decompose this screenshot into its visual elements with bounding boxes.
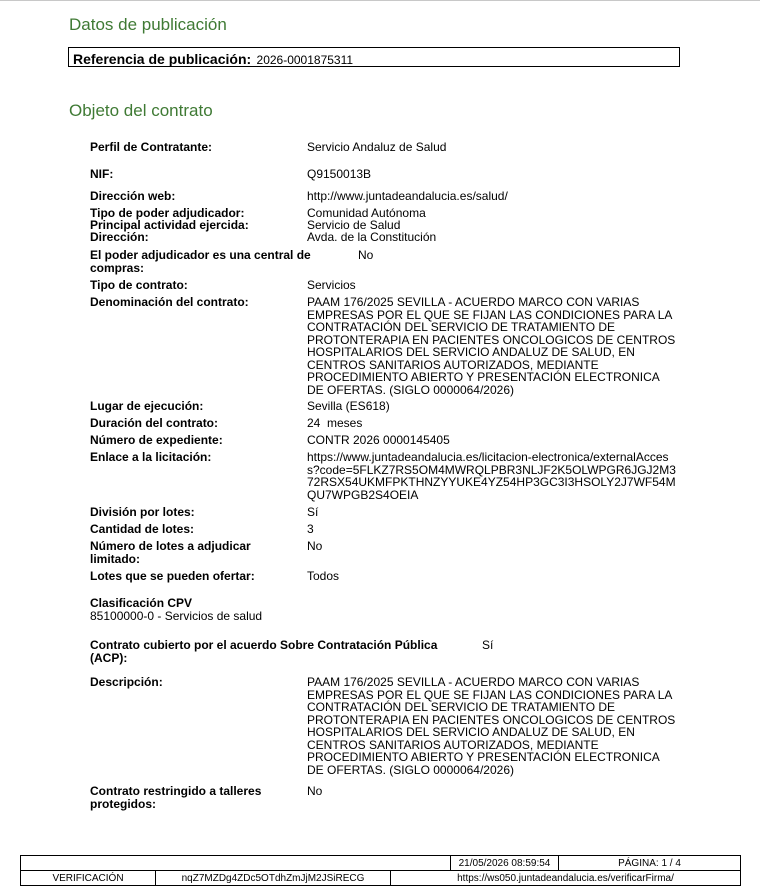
footer-fecha: 21/05/2026 08:59:54 [451, 856, 559, 871]
field-label: Lugar de ejecución: [90, 399, 204, 413]
field-label: Dirección web: [90, 189, 176, 203]
field-label: Número de lotes a adjudicar limitado: [90, 539, 251, 566]
field-label: Perfil de Contratante: [90, 140, 213, 154]
signature-footer [20, 855, 740, 886]
footer-verificacion-label: VERIFICACIÓN [21, 871, 156, 886]
footer-pagina: PÁGINA: 1 / 4 [559, 856, 741, 871]
field-value: Comunidad Autónoma [307, 206, 426, 220]
field-value: Sevilla (ES618) [307, 399, 390, 413]
field-value: Avda. de la Constitución [307, 230, 437, 244]
referencia-value: 2026-0001875311 [256, 53, 354, 67]
field-value: CONTR 2026 0000145405 [307, 433, 450, 447]
footer-verificar-url[interactable]: https://ws050.juntadeandalucia.es/verificarFirma/ [391, 871, 741, 886]
field-label: Tipo de poder adjudicador: [90, 206, 245, 220]
referencia-publicacion-box [68, 47, 680, 67]
field-label: Denominación del contrato: [90, 295, 249, 309]
field-value: Q9150013B [307, 167, 372, 181]
field-value: Servicios [307, 278, 356, 292]
field-label: NIF: [90, 167, 114, 181]
field-label: Contrato cubierto por el acuerdo Sobre Contratación Pública (ACP): [90, 638, 438, 665]
field-value: 3 [307, 522, 314, 536]
referencia-label: Referencia de publicación: [73, 51, 252, 67]
section-title-objeto-contrato: Objeto del contrato [69, 101, 213, 120]
field-value: No [307, 784, 323, 798]
field-label: Clasificación CPV [90, 596, 193, 610]
field-value: http://www.juntadeandalucia.es/salud/ [307, 189, 508, 203]
field-label: El poder adjudicador es una central de compras: [90, 248, 311, 275]
field-label: Dirección: [90, 230, 149, 244]
field-value: 85100000-0 - Servicios de salud [90, 608, 263, 623]
field-label: Tipo de contrato: [90, 278, 188, 292]
field-value: Servicio Andaluz de Salud [307, 140, 447, 154]
field-label: Cantidad de lotes: [90, 522, 195, 536]
field-value: PAAM 176/2025 SEVILLA - ACUERDO MARCO CON VARIAS EMPRESAS POR EL QUE SE FIJAN LAS CONDICIONES PARA LA CONTRATACIÓN DEL SERVICIO DE TRATAMIENTO DE PROTONTERAPIA EN PACIENTES ONCOLOGICOS DE CENTROS HOSPITALARIOS DEL SERVICIO ANDALUZ DE SALUD, EN CENTROS SANITARIOS AUTORIZADOS, MEDIANTE PROCEDIMIENTO ABIERTO Y PRESENTACIÓN ELECTRONICA DE OFERTAS. (SIGLO 0000064/2026) [307, 675, 676, 777]
field-value: Sí [482, 638, 494, 652]
field-label: Contrato restringido a talleres protegidos: [90, 784, 262, 811]
field-value: Sí [307, 505, 319, 519]
field-value: Servicio de Salud [307, 218, 401, 232]
field-label: Enlace a la licitación: [90, 450, 212, 464]
field-label: Principal actividad ejercida: [90, 218, 249, 232]
top-rule [0, 0, 760, 1]
section-title-datos-publicacion: Datos de publicación [69, 15, 227, 34]
footer-row-2 [21, 871, 741, 886]
field-value: No [307, 539, 323, 553]
field-value: PAAM 176/2025 SEVILLA - ACUERDO MARCO CON VARIAS EMPRESAS POR EL QUE SE FIJAN LAS CONDICIONES PARA LA CONTRATACIÓN DEL SERVICIO DE TRATAMIENTO DE PROTONTERAPIA EN PACIENTES ONCOLOGICOS DE CENTROS HOSPITALARIOS DEL SERVICIO ANDALUZ DE SALUD, EN CENTROS SANITARIOS AUTORIZADOS, MEDIANTE PROCEDIMIENTO ABIERTO Y PRESENTACIÓN ELECTRONICA DE OFERTAS. (SIGLO 0000064/2026) [307, 295, 676, 397]
footer-row-1 [21, 856, 741, 871]
field-label: División por lotes: [90, 505, 195, 519]
footer-codigo: nqZ7MZDg4ZDc5OTdhZmJjM2JSiRECG [156, 871, 391, 886]
field-label: Descripción: [90, 675, 163, 689]
field-cpv [90, 597, 690, 622]
field-value: No [358, 248, 374, 262]
footer-empty-cell [21, 856, 451, 871]
field-label: Número de expediente: [90, 433, 223, 447]
field-label: Duración del contrato: [90, 416, 219, 430]
field-value: Todos [307, 569, 340, 583]
field-value: 24 meses [307, 416, 363, 430]
field-label: Lotes que se pueden ofertar: [90, 569, 255, 583]
footer-table [20, 855, 741, 886]
enlace-licitacion-link[interactable]: https://www.juntadeandalucia.es/licitacion-electronica/externalAccess?code=5FLKZ7RS5OM4MWRQLPBR3NLJF2K5OLWPGR6JGJ2M372RSX54UKMFPKTHNZYYUKE4YZ54HP3GC3I3HSOLY2J7WF54MQU7WPGB2S4OEIA [307, 450, 676, 502]
